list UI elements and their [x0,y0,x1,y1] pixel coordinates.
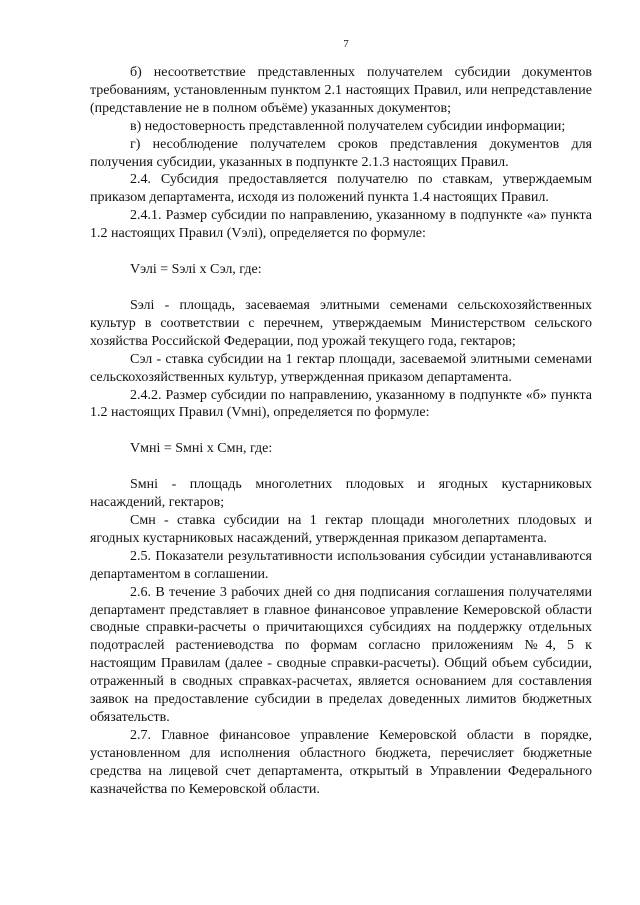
formula-v-el: Vэлi = Sэлi х Сэл, где: [130,262,262,278]
definition-s-mn: Sмнi - площадь многолетних плодовых и ягодных кустарниковых насаждений, гектаров; [90,477,592,511]
paragraph-2-5: 2.5. Показатели результативности использования субсидии устанавливаются департаментом в соглашении. [90,548,592,582]
definition-c-mn: Смн - ставка субсидии на 1 гектар площади многолетних плодовых и ягодных кустарниковых насаждений, утвержденная приказом департамента. [90,513,592,546]
paragraph-2-4-2: 2.4.2. Размер субсидии по направлению, указанному в подпункте «б» пункта 1.2 настоящих Правил (Vмнi), определяется по формуле: [90,387,592,421]
paragraph-2-7: 2.7. Главное финансовое управление Кемеровской области в порядке, установленном для исполнения областного бюджета, перечисляет бюджетные средства на лицевой счет департамента, открытый в Управлении Федерального казначейства по Кемеровской области. [90,727,592,797]
paragraph-2-4: 2.4. Субсидия предоставляется получателю по ставкам, утверждаемым приказом департамента, исходя из положений пункта 1.4 настоящих Правил. [90,172,592,206]
page-number: 7 [343,38,349,50]
formula-v-mn: Vмнi = Sмнi х Смн, где: [130,441,273,457]
paragraph-2-4-1: 2.4.1. Размер субсидии по направлению, указанному в подпункте «а» пункта 1.2 настоящих Правил (Vэлi), определяется по формуле: [90,208,592,242]
definition-s-el: Sэлi - площадь, засеваемая элитными семенами сельскохозяйственных культур в соответствии с перечнем, утверждаемым Министерством сельского хозяйства Российской Федерации, под урожай текущего года, гектаров; [90,297,592,349]
definition-c-el: Сэл - ставка субсидии на 1 гектар площади, засеваемой элитными семенами сельскохозяйственных культур, утвержденная приказом департамента. [90,351,592,385]
paragraph-item-g: г) несоблюдение получателем сроков представления документов для получения субсидии, указанных в подпункте 2.1.3 настоящих Правил. [90,136,592,170]
paragraph-2-6: 2.6. В течение 3 рабочих дней со дня подписания соглашения получателями департамент представляет в главное финансовое управление Кемеровской области сводные справки-расчеты о причитающихся субсидиях на поддержку отдельных подотраслей растениеводства по формам согласно приложениям №4, 5 к настоящим Правилам (далее - сводные справки-расчеты). Общий объем субсидии, отраженный в сводных справках-расчетах, является основанием для составления заявок на предоставление субсидии в пределах доведенных лимитов бюджетных обязательств. [90,584,592,725]
paragraph-item-v: в) недостоверность представленной получателем субсидии информации; [130,118,566,134]
paragraph-item-b: б) несоответствие представленных получателем субсидии документов требованиям, установленным пунктом 2.1 настоящих Правил, или непредставление (представление не в полном объёме) указанных документов; [90,65,592,116]
